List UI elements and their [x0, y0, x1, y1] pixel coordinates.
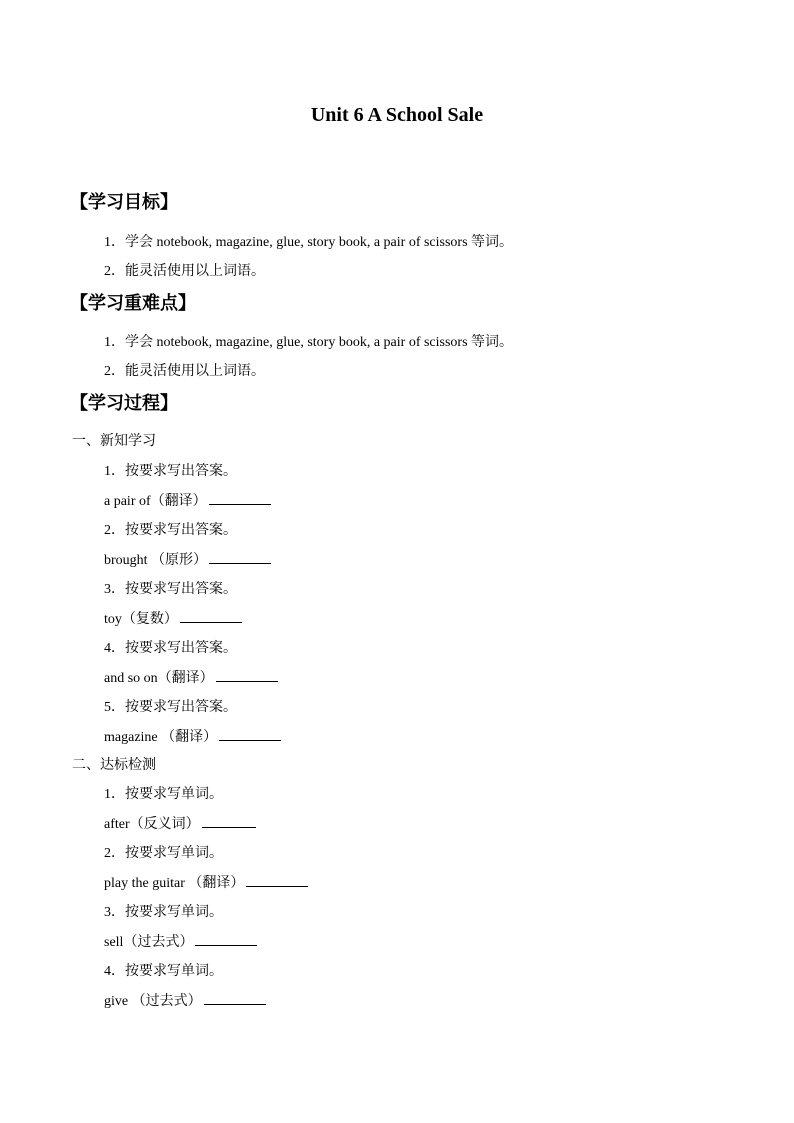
question-prompt — [104, 667, 278, 687]
part-heading-assessment: 二、达标检测 — [72, 758, 156, 773]
section-heading-key-points: 【学习重难点】 — [70, 293, 196, 314]
question-prompt — [104, 549, 271, 569]
answer-blank[interactable] — [195, 933, 257, 946]
question-prompt-text: and so on（翻译） — [104, 671, 214, 686]
question-instruction: 3．按要求写出答案。 — [104, 582, 237, 597]
answer-blank[interactable] — [219, 728, 281, 741]
question-prompt — [104, 490, 271, 510]
goal-item: 1．学会 notebook, magazine, glue, story book, a pair of scissors 等词。 — [104, 235, 514, 250]
answer-blank[interactable] — [202, 815, 256, 828]
question-prompt — [104, 872, 308, 892]
question-prompt-text: a pair of（翻译） — [104, 494, 207, 509]
question-prompt — [104, 608, 242, 628]
question-instruction: 1．按要求写单词。 — [104, 787, 223, 802]
question-prompt-text: play the guitar （翻译） — [104, 876, 245, 891]
page-title: Unit 6 A School Sale — [310, 104, 484, 126]
question-prompt — [104, 990, 266, 1010]
question-instruction: 2．按要求写单词。 — [104, 846, 223, 861]
question-prompt-text: give （过去式） — [104, 994, 202, 1009]
section-heading-goals: 【学习目标】 — [70, 192, 178, 213]
answer-blank[interactable] — [204, 992, 266, 1005]
question-prompt-text: magazine （翻译） — [104, 730, 218, 745]
question-instruction: 4．按要求写单词。 — [104, 964, 223, 979]
section-heading-process: 【学习过程】 — [70, 393, 178, 414]
question-prompt-text: after（反义词） — [104, 817, 200, 832]
answer-blank[interactable] — [209, 551, 271, 564]
question-prompt — [104, 726, 281, 746]
question-prompt-text: sell（过去式） — [104, 935, 194, 950]
answer-blank[interactable] — [180, 610, 242, 623]
question-prompt-text: toy（复数） — [104, 612, 178, 627]
goal-item: 2．能灵活使用以上词语。 — [104, 264, 265, 279]
part-heading-new-learning: 一、新知学习 — [72, 434, 156, 449]
question-instruction: 2．按要求写出答案。 — [104, 523, 237, 538]
question-instruction: 4．按要求写出答案。 — [104, 641, 237, 656]
question-instruction: 1．按要求写出答案。 — [104, 464, 237, 479]
question-prompt-text: brought （原形） — [104, 553, 208, 568]
question-prompt — [104, 931, 257, 951]
answer-blank[interactable] — [209, 492, 271, 505]
question-instruction: 5．按要求写出答案。 — [104, 700, 237, 715]
answer-blank[interactable] — [216, 669, 278, 682]
question-prompt — [104, 813, 256, 833]
key-point-item: 2．能灵活使用以上词语。 — [104, 364, 265, 379]
question-instruction: 3．按要求写单词。 — [104, 905, 223, 920]
key-point-item: 1．学会 notebook, magazine, glue, story book, a pair of scissors 等词。 — [104, 335, 514, 350]
answer-blank[interactable] — [246, 874, 308, 887]
